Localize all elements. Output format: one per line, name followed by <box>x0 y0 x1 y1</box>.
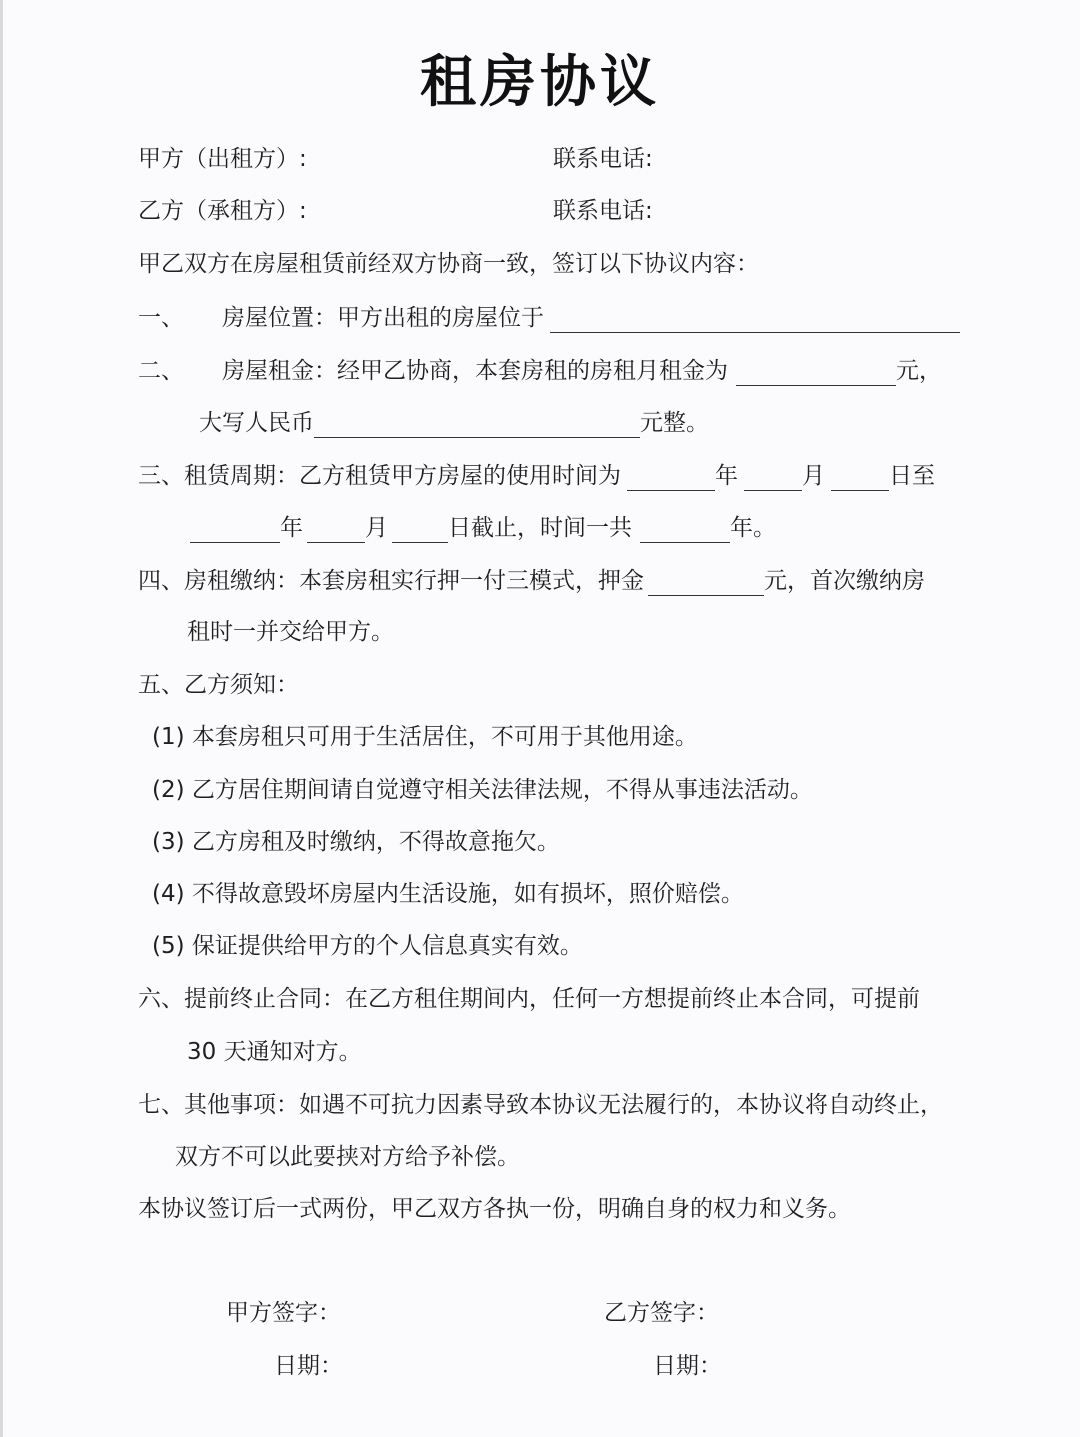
intro-text: 甲乙双方在房屋租赁前经双方协商一致，签订以下协议内容： <box>138 251 759 277</box>
page-edge <box>0 0 3 1437</box>
section-2-number: 二、 <box>138 358 184 384</box>
rent-in-words-blank[interactable] <box>314 407 640 438</box>
section-2-cont-text: 大写人民币 <box>199 410 314 436</box>
notice-item-5: (5) 保证提供给甲方的个人信息真实有效。 <box>152 933 583 959</box>
section-6-continued: 30 天通知对方。 <box>187 1039 362 1065</box>
start-day-blank[interactable] <box>831 460 889 491</box>
section-1-text: 房屋位置：甲方出租的房屋位于 <box>222 305 544 331</box>
month-label: 月 <box>802 463 825 489</box>
start-month-blank[interactable] <box>744 460 802 491</box>
section-2 <box>138 355 942 386</box>
end-year-blank[interactable] <box>190 512 280 543</box>
year-label: 年 <box>715 463 738 489</box>
party-a-label: 甲方（出租方）: <box>138 146 307 172</box>
document-title: 租房协议 <box>420 50 660 115</box>
party-a-signature-label: 甲方签字： <box>226 1300 341 1326</box>
end-month-blank[interactable] <box>307 512 365 543</box>
section-1 <box>138 302 960 333</box>
section-4-mid-text: 元，首次缴纳房 <box>764 568 925 594</box>
section-2-continued <box>199 407 709 438</box>
party-b-signature-label: 乙方签字： <box>604 1300 719 1326</box>
notice-item-2: (2) 乙方居住期间请自觉遵守相关法律法规，不得从事违法活动。 <box>152 777 813 803</box>
monthly-rent-blank[interactable] <box>736 355 896 386</box>
deposit-blank[interactable] <box>648 565 764 596</box>
end-month-label: 月 <box>365 515 388 541</box>
section-1-number: 一、 <box>138 305 184 331</box>
notice-item-4: (4) 不得故意毁坏房屋内生活设施，如有损坏，照价赔偿。 <box>152 881 744 907</box>
section-7-continued: 双方不可以此要挟对方给予补偿。 <box>175 1144 520 1170</box>
party-b-date-label: 日期： <box>653 1353 722 1379</box>
section-2-unit: 元， <box>896 358 942 384</box>
section-4-continued: 租时一并交给甲方。 <box>187 619 394 645</box>
section-7: 七、其他事项：如遇不可抗力因素导致本协议无法履行的，本协议将自动终止， <box>138 1092 943 1118</box>
location-blank[interactable] <box>550 302 960 333</box>
section-3 <box>138 460 935 491</box>
party-a-date-label: 日期： <box>274 1353 343 1379</box>
end-day-blank[interactable] <box>392 512 448 543</box>
end-year-label: 年 <box>280 515 303 541</box>
section-3-continued <box>190 512 776 543</box>
notice-item-3: (3) 乙方房租及时缴纳，不得故意拖欠。 <box>152 829 560 855</box>
party-b-label: 乙方（承租方）: <box>138 198 307 224</box>
section-2-text: 房屋租金：经甲乙协商，本套房租的房租月租金为 <box>222 358 728 384</box>
notice-item-1: (1) 本套房租只可用于生活居住，不可用于其他用途。 <box>152 724 698 750</box>
day-to-label: 日至 <box>889 463 935 489</box>
section-4-text: 四、房租缴纳：本套房租实行押一付三模式，押金 <box>138 568 644 594</box>
years-end-label: 年。 <box>730 515 776 541</box>
closing-text: 本协议签订后一式两份，甲乙双方各执一份，明确自身的权力和义务。 <box>138 1196 851 1222</box>
total-years-blank[interactable] <box>640 512 730 543</box>
section-2-end-text: 元整。 <box>640 410 709 436</box>
party-b-phone-label: 联系电话: <box>553 198 653 224</box>
section-3-text: 三、租赁周期：乙方租赁甲方房屋的使用时间为 <box>138 463 621 489</box>
start-year-blank[interactable] <box>627 460 715 491</box>
day-end-label: 日截止，时间一共 <box>448 515 632 541</box>
party-a-phone-label: 联系电话: <box>553 146 653 172</box>
section-4 <box>138 565 925 596</box>
section-6: 六、提前终止合同：在乙方租住期间内，任何一方想提前终止本合同，可提前 <box>138 986 920 1012</box>
section-5-heading: 五、乙方须知： <box>138 672 299 698</box>
